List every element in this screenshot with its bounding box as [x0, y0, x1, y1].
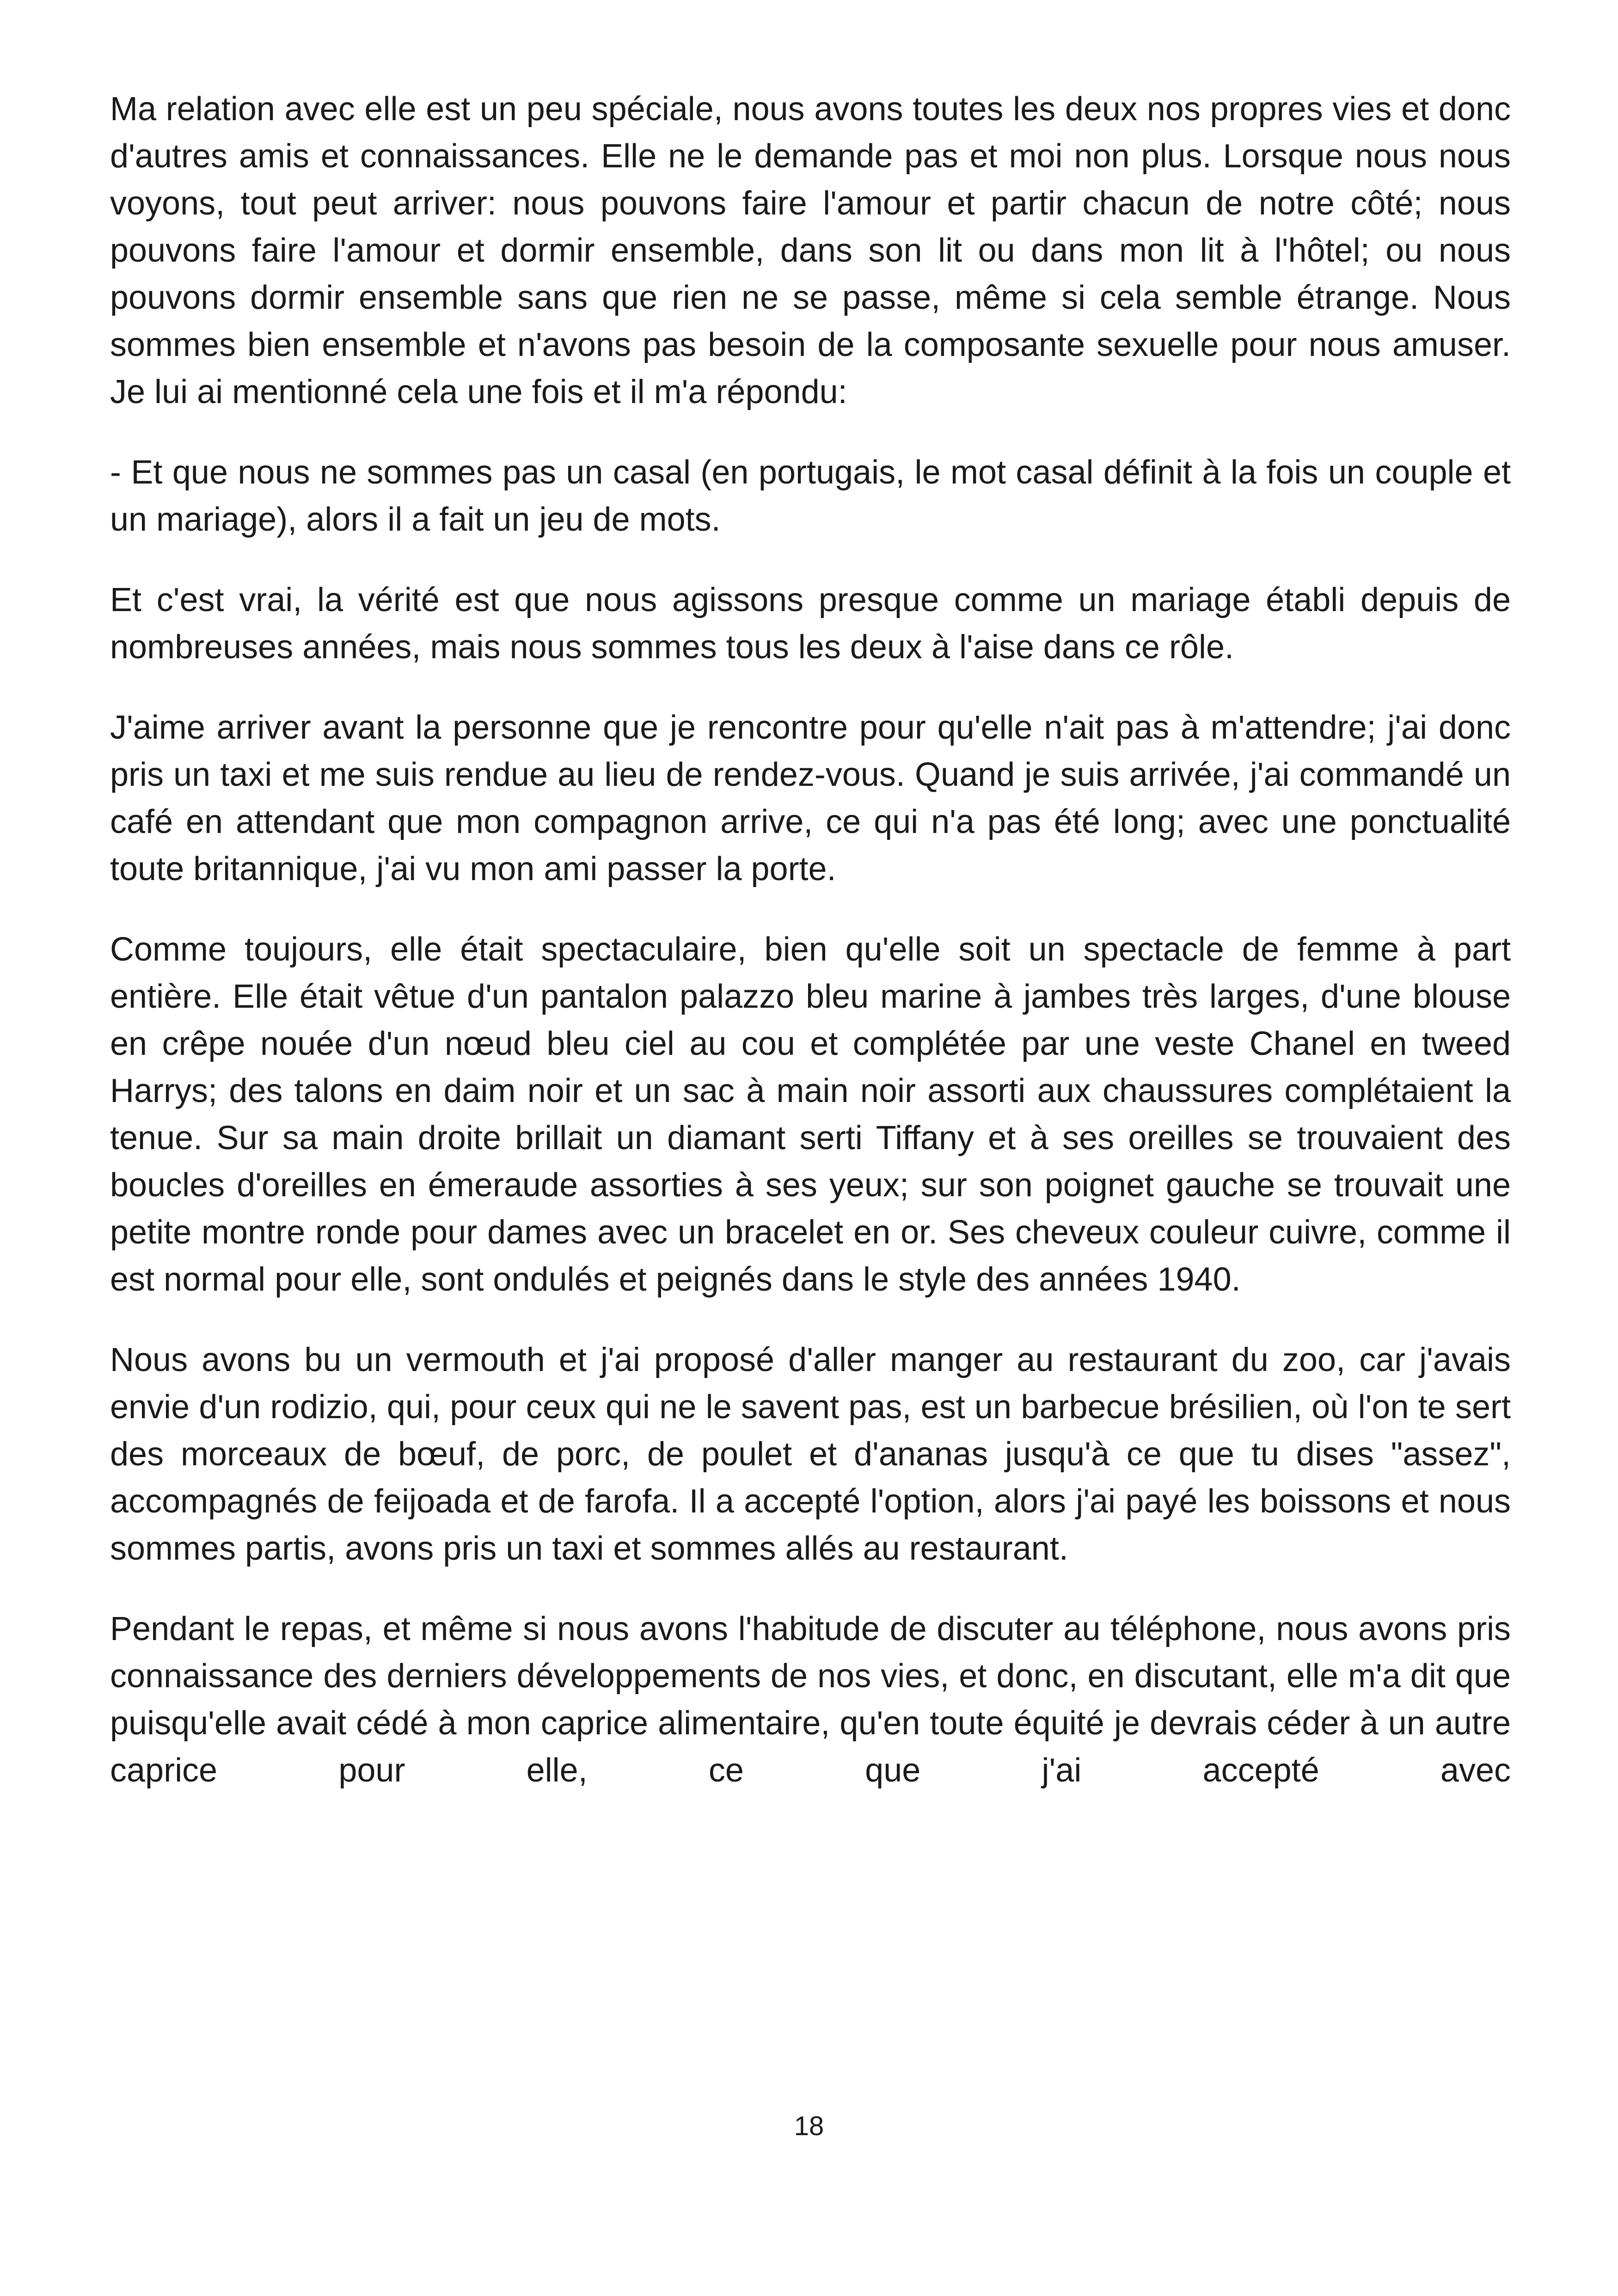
paragraph-6: Nous avons bu un vermouth et j'ai proposé d'aller manger au restaurant du zoo, car j'avais envie d'un rodizio, qui, pour ceux qui ne le savent pas, est un barbecue brésilien, où l'on te sert des morceaux de bœuf, de porc, de poulet et d'ananas jusqu'à ce que tu dises "assez", accompagnés de feijoada et de farofa. Il a accepté l'option, alors j'ai payé les boissons et nous sommes partis, avons pris un taxi et sommes allés au restaurant.: [110, 1341, 1511, 1567]
paragraph-2: - Et que nous ne sommes pas un casal (en portugais, le mot casal définit à la fois un couple et un mariage), alors il a fait un jeu de mots.: [110, 454, 1511, 538]
paragraph-4: J'aime arriver avant la personne que je rencontre pour qu'elle n'ait pas à m'attendre; j'ai donc pris un taxi et me suis rendue au lieu de rendez-vous. Quand je suis arrivée, j'ai commandé un café en attendant que mon compagnon arrive, ce qui n'a pas été long; avec une ponctualité toute britannique, j'ai vu mon ami passer la porte.: [110, 709, 1511, 888]
body-text: [110, 86, 1511, 1794]
paragraph-7: Pendant le repas, et même si nous avons l'habitude de discuter au téléphone, nous avons pris connaissance des derniers développements de nos vies, et donc, en discutant, elle m'a dit que puisqu'elle avait cédé à mon caprice alimentaire, qu'en toute équité je devrais céder à un autre caprice pour elle, ce que j'ai accepté avec: [110, 1610, 1511, 1789]
page-number: 18: [794, 2111, 824, 2141]
paragraph-1: Ma relation avec elle est un peu spéciale, nous avons toutes les deux nos propres vies et donc d'autres amis et connaissances. Elle ne le demande pas et moi non plus. Lorsque nous nous voyons, tout peut arriver: nous pouvons faire l'amour et partir chacun de notre côté; nous pouvons faire l'amour et dormir ensemble, dans son lit ou dans mon lit à l'hôtel; ou nous pouvons dormir ensemble sans que rien ne se passe, même si cela semble étrange. Nous sommes bien ensemble et n'avons pas besoin de la composante sexuelle pour nous amuser. Je lui ai mentionné cela une fois et il m'a répondu:: [110, 91, 1511, 410]
paragraph-3: Et c'est vrai, la vérité est que nous agissons presque comme un mariage établi depuis de nombreuses années, mais nous sommes tous les deux à l'aise dans ce rôle.: [110, 582, 1511, 666]
paragraph-5: Comme toujours, elle était spectaculaire, bien qu'elle soit un spectacle de femme à part entière. Elle était vêtue d'un pantalon palazzo bleu marine à jambes très larges, d'une blouse en crêpe nouée d'un nœud bleu ciel au cou et complétée par une veste Chanel en tweed Harrys; des talons en daim noir et un sac à main noir assorti aux chaussures complétaient la tenue. Sur sa main droite brillait un diamant serti Tiffany et à ses oreilles se trouvaient des boucles d'oreilles en émeraude assorties à ses yeux; sur son poignet gauche se trouvait une petite montre ronde pour dames avec un bracelet en or. Ses cheveux couleur cuivre, comme il est normal pour elle, sont ondulés et peignés dans le style des années 1940.: [110, 931, 1511, 1298]
